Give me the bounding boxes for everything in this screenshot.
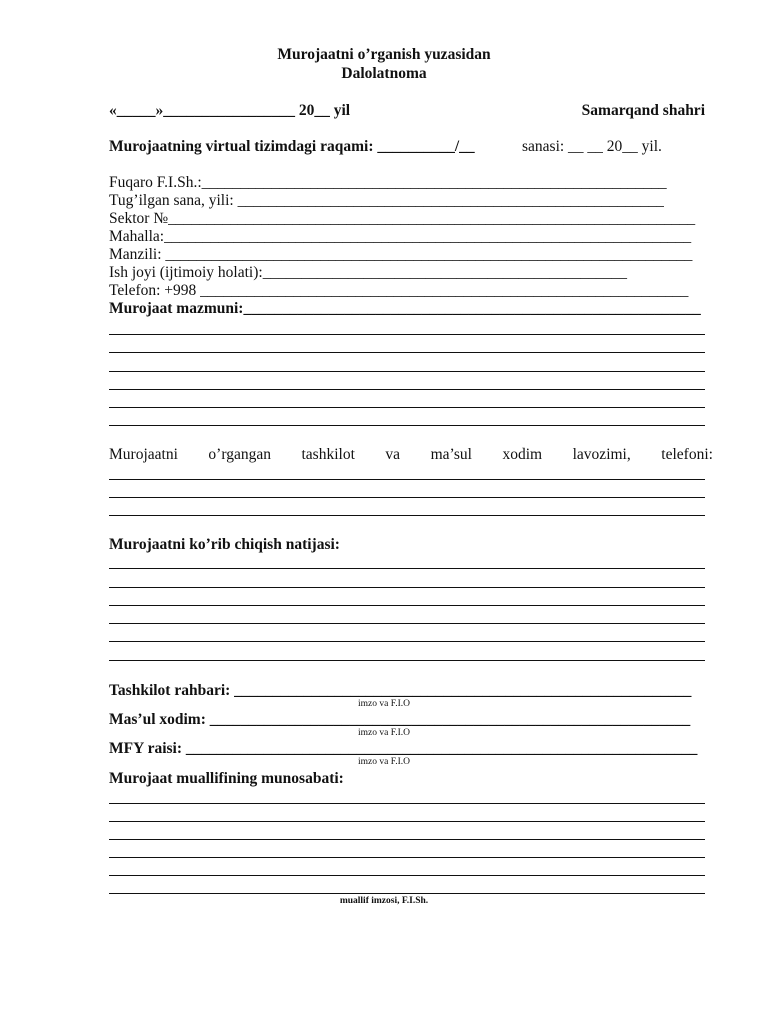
field-birthdate: Tug’ilgan sana, yili: _______________________________________________________: [109, 192, 664, 209]
blank-line: [109, 407, 705, 408]
head-signature: Tashkilot rahbari: ___________________________________________________________: [109, 682, 692, 699]
virtual-number-label: Murojaatning virtual tizimdagi raqami: __________/__: [109, 138, 475, 155]
field-fullname: Fuqaro F.I.Sh.:____________________________________________________________: [109, 174, 667, 191]
city-label: Samarqand shahri: [581, 102, 705, 119]
signature-caption: imzo va F.I.O: [357, 699, 410, 709]
signature-caption: imzo va F.I.O: [357, 728, 410, 738]
blank-line: [109, 479, 705, 480]
result-label: Murojaatni ko’rib chiqish natijasi:: [109, 536, 340, 553]
blank-line: [109, 371, 705, 372]
blank-line: [109, 893, 705, 894]
blank-line: [109, 389, 705, 390]
document-title: Murojaatni o’rganish yuzasidan: [277, 46, 491, 63]
blank-line: [109, 352, 705, 353]
field-workplace: Ish joyi (ijtimoiy holati):_______________________________________________: [109, 264, 627, 281]
officer-signature: Mas’ul xodim: ______________________________________________________________: [109, 711, 691, 728]
author-signature-caption: muallif imzosi, F.I.Sh.: [339, 896, 429, 906]
blank-line: [109, 568, 705, 569]
blank-line: [109, 821, 705, 822]
blank-line: [109, 803, 705, 804]
content-label: Murojaat mazmuni:___________________________________________________________: [109, 300, 701, 317]
field-address: Manzili: ____________________________________________________________________: [109, 246, 693, 263]
field-phone: Telefon: +998 _______________________________________________________________: [109, 282, 689, 299]
blank-line: [109, 623, 705, 624]
document-subtitle: Dalolatnoma: [341, 65, 427, 82]
virtual-number-date: sanasi: __ __ 20__ yil.: [522, 138, 662, 155]
field-mahalla: Mahalla:____________________________________________________________________: [109, 228, 692, 245]
blank-line: [109, 641, 705, 642]
author-attitude-label: Murojaat muallifining munosabati:: [109, 770, 344, 787]
blank-line: [109, 875, 705, 876]
blank-line: [109, 497, 705, 498]
blank-line: [109, 839, 705, 840]
signature-caption: imzo va F.I.O: [357, 757, 410, 767]
blank-line: [109, 334, 705, 335]
blank-line: [109, 857, 705, 858]
field-sector: Sektor №____________________________________________________________________: [109, 210, 696, 227]
blank-line: [109, 587, 705, 588]
mfy-signature: MFY raisi: __________________________________________________________________: [109, 740, 698, 757]
blank-line: [109, 605, 705, 606]
date-blank: «_____»_________________ 20__ yil: [109, 102, 351, 119]
blank-line: [109, 425, 705, 426]
blank-line: [109, 515, 705, 516]
blank-line: [109, 660, 705, 661]
organization-label: Murojaatni o’rgangan tashkilot va ma’sul xodim lavozimi, telefoni:: [109, 446, 713, 463]
